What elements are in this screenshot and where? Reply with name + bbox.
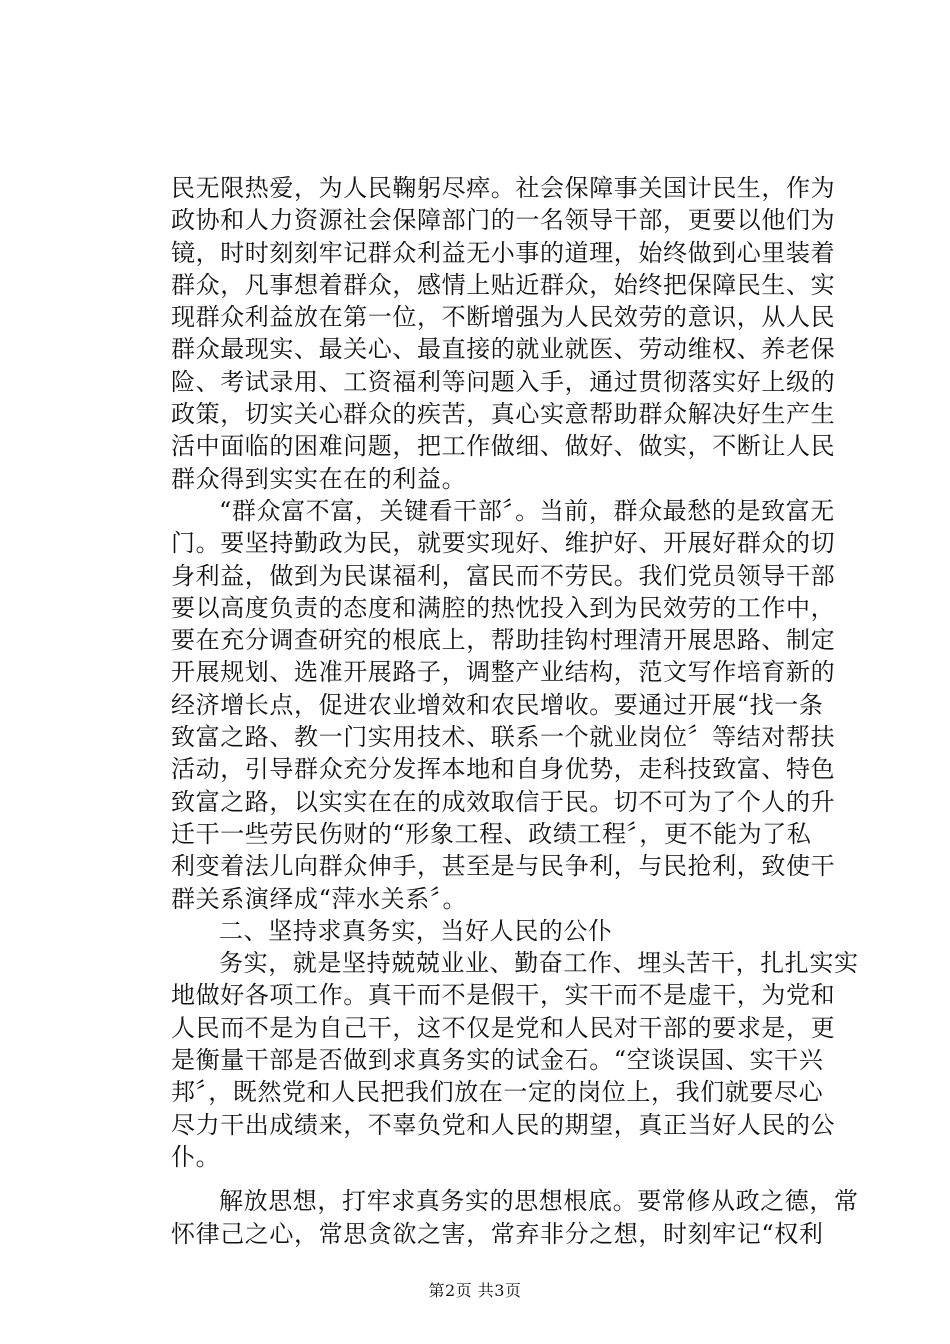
- text-line: 致富之路、教一门实用技术、联系一个就业岗位〞等结对帮扶: [171, 723, 836, 752]
- text-line: 活动，引导群众充分发挥本地和自身优势，走科技致富、特色: [171, 755, 836, 784]
- text-line: 政协和人力资源社会保障部门的一名领导干部，更要以他们为: [171, 206, 836, 235]
- text-line: 身利益，做到为民谋福利，富民而不劳民。我们党员领导干部: [171, 561, 836, 590]
- paragraph-start-line: 解放思想，打牢求真务实的思想根底。要常修从政之德，常: [219, 1187, 859, 1216]
- text-line: 人民而不是为自己干，这不仅是党和人民对干部的要求是，更: [171, 1013, 836, 1042]
- text-line: 群关系演绎成“萍水关系〞。: [171, 884, 468, 913]
- text-line: 仆。: [171, 1142, 221, 1171]
- text-line: 致富之路，以实实在在的成效取信于民。切不可为了个人的升: [171, 787, 836, 816]
- text-line: 地做好各项工作。真干而不是假干，实干而不是虚干，为党和: [171, 981, 836, 1010]
- text-line: 民无限热爱，为人民鞠躬尽瘁。社会保障事关国计民生，作为: [171, 174, 836, 202]
- paragraph-start-line: “群众富不富，关键看干部〞。当前，群众最愁的是致富无: [219, 496, 835, 525]
- text-line: 群众最现实、最关心、最直接的就业就医、劳动维权、养老保: [171, 335, 836, 364]
- text-line: 尽力干出成绩来，不辜负党和人民的期望，真正当好人民的公: [171, 1110, 836, 1139]
- text-line: 险、考试录用、工资福利等问题入手，通过贯彻落实好上级的: [171, 367, 836, 396]
- text-line: 利变着法儿向群众伸手，甚至是与民争利，与民抢利，致使干: [171, 852, 836, 881]
- text-line: 迁干一些劳民伤财的“形象工程、政绩工程〞，更不能为了私: [171, 819, 812, 848]
- section-heading: 二、坚持求真务实，当好人民的公仆: [219, 916, 613, 945]
- text-line: 群众得到实实在在的利益。: [171, 464, 467, 493]
- text-line: 是衡量干部是否做到求真务实的试金石。“空谈误国、实干兴: [171, 1046, 824, 1075]
- text-line: 要以高度负责的态度和满腔的热忱投入到为民效劳的工作中，: [171, 593, 836, 622]
- page-number-footer: 第2页 共3页: [428, 1281, 522, 1300]
- text-line: 要在充分调查研究的根底上，帮助挂钩村理清开展思路、制定: [171, 626, 836, 655]
- text-line: 政策，切实关心群众的疾苦，真心实意帮助群众解决好生产生: [171, 400, 836, 429]
- text-line: 活中面临的困难问题，把工作做细、做好、做实，不断让人民: [171, 432, 836, 461]
- text-line: 怀律己之心，常思贪欲之害，常弃非分之想，时刻牢记“权利: [171, 1219, 824, 1248]
- text-line: 经济增长点，促进农业增效和农民增收。要通过开展“找一条: [171, 690, 824, 719]
- text-line: 邦〞，既然党和人民把我们放在一定的岗位上，我们就要尽心: [171, 1078, 824, 1107]
- paragraph-start-line: 务实，就是坚持兢兢业业、勤奋工作、埋头苦干，扎扎实实: [219, 949, 859, 978]
- text-line: 现群众利益放在第一位，不断增强为人民效劳的意识，从人民: [171, 303, 836, 332]
- text-line: 开展规划、选准开展路子，调整产业结构，范文写作培育新的: [171, 658, 836, 687]
- text-line: 门。要坚持勤政为民，就要实现好、维护好、开展好群众的切: [171, 529, 836, 558]
- text-line: 群众，凡事想着群众，感情上贴近群众，始终把保障民生、实: [171, 270, 836, 299]
- body-text: [171, 172, 859, 1250]
- text-line: 镜，时时刻刻牢记群众利益无小事的道理，始终做到心里装着: [171, 238, 836, 267]
